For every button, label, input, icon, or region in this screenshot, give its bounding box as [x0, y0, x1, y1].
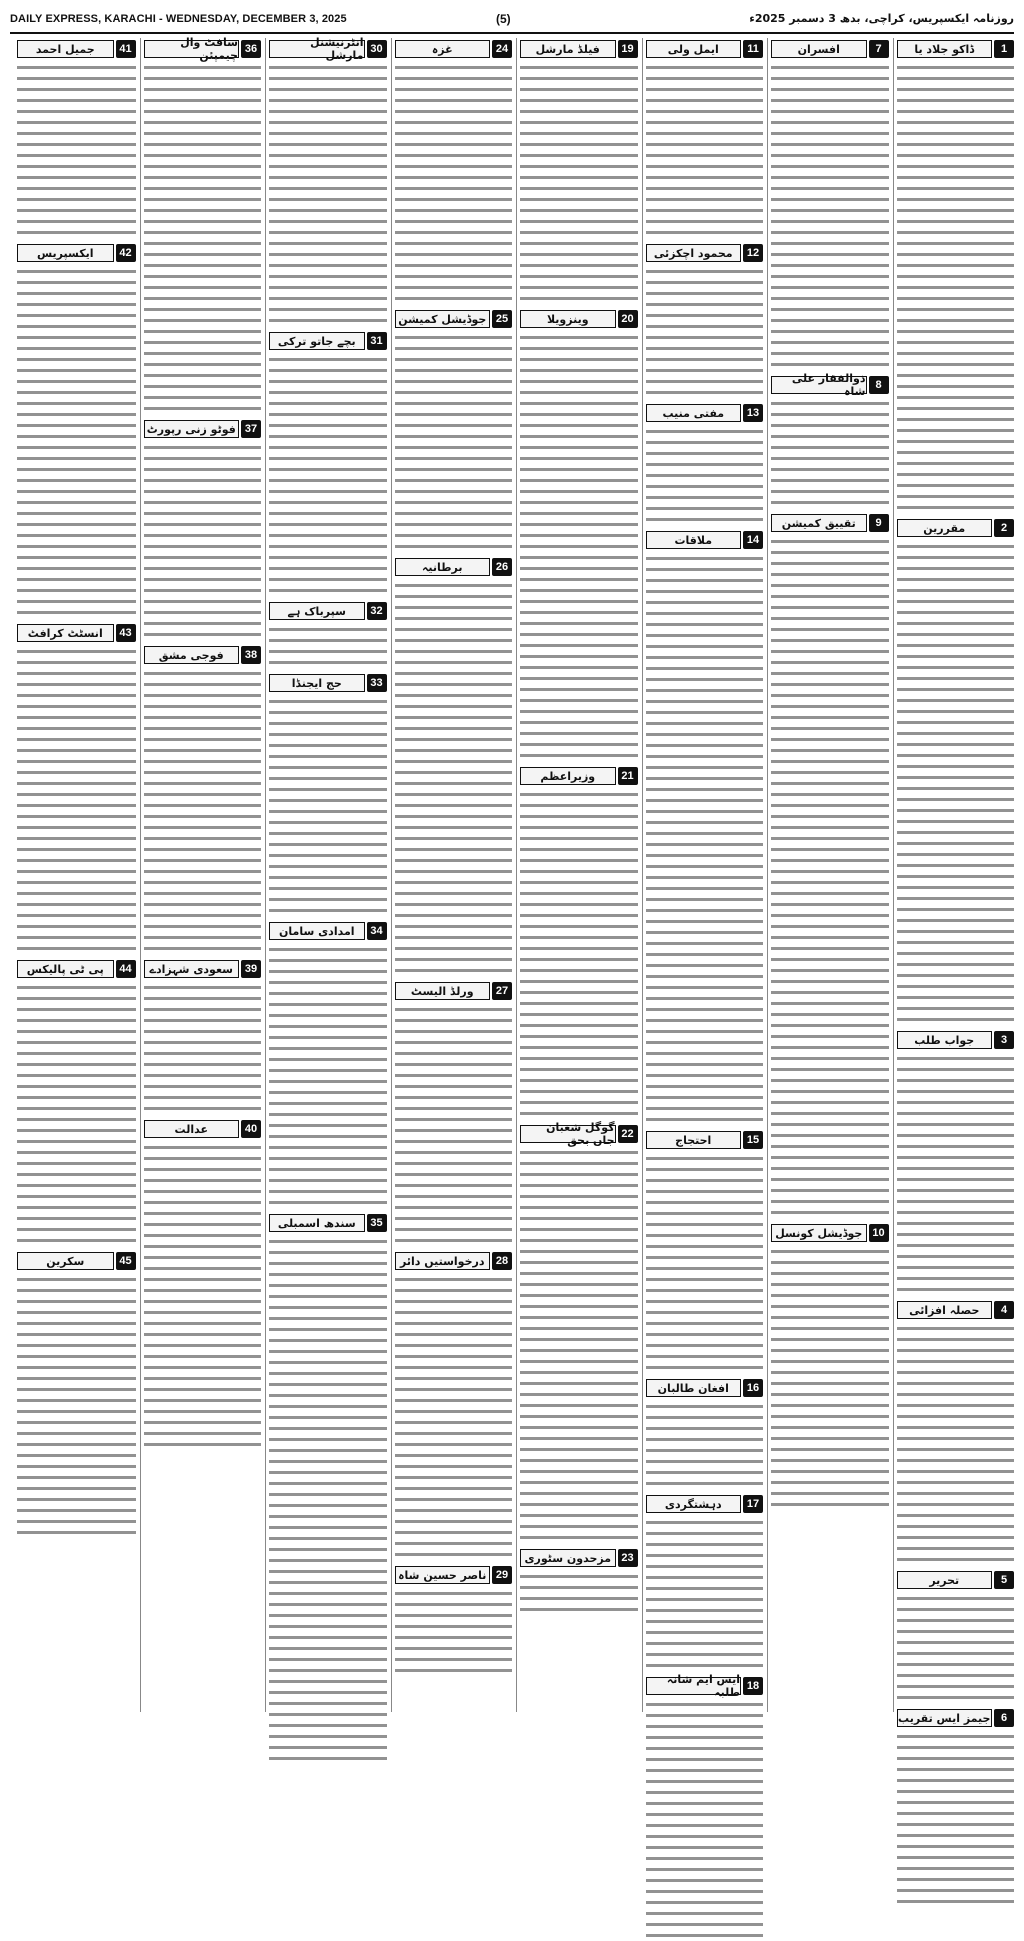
news-column — [642, 38, 764, 1712]
news-item-title: حج ایجنڈا — [269, 674, 365, 692]
page-number: (5) — [496, 12, 511, 26]
news-item-body — [771, 1246, 889, 1510]
news-item — [269, 332, 387, 596]
news-item-number: 32 — [367, 602, 387, 620]
news-item-header — [520, 1121, 638, 1147]
news-item-number: 40 — [241, 1120, 261, 1138]
news-item-number: 25 — [492, 310, 512, 328]
news-item-number: 26 — [492, 558, 512, 576]
news-item-number: 31 — [367, 332, 387, 350]
news-item — [395, 310, 513, 552]
news-item-header — [395, 40, 513, 58]
news-item-header — [269, 674, 387, 692]
news-item-title: مزحدون سٹوری — [520, 1549, 616, 1567]
news-item-number: 37 — [241, 420, 261, 438]
news-item-number: 6 — [994, 1709, 1014, 1727]
news-item-number: 42 — [116, 244, 136, 262]
news-item-title: جواب طلب — [897, 1031, 993, 1049]
news-item-body — [144, 668, 262, 954]
news-item-number: 9 — [869, 514, 889, 532]
news-item — [144, 1120, 262, 1450]
news-item-number: 34 — [367, 922, 387, 940]
news-item-title: وزیراعظم — [520, 767, 616, 785]
news-item — [897, 1709, 1015, 1907]
news-item — [646, 531, 764, 1125]
news-item — [395, 982, 513, 1246]
news-column — [265, 38, 387, 1712]
news-item-title: سکرین — [17, 1252, 114, 1270]
news-item-header — [646, 531, 764, 549]
newspaper-page — [10, 8, 1014, 1725]
masthead-urdu-dateline: روزنامہ ایکسپریس، کراچی، بدھ 3 دسمبر 2025ء — [749, 12, 1014, 25]
news-item-title: حصلہ افزائی — [897, 1301, 993, 1319]
news-column — [767, 38, 889, 1712]
news-item-body — [17, 1274, 136, 1538]
news-item-number: 19 — [618, 40, 638, 58]
news-item — [520, 310, 638, 761]
news-item-title: دہشتگردی — [646, 1495, 742, 1513]
news-item-header — [17, 960, 136, 978]
news-item — [269, 602, 387, 668]
news-item-number: 29 — [492, 1566, 512, 1584]
news-item-header — [395, 982, 513, 1000]
news-item-title: ورلڈ الیسٹ — [395, 982, 491, 1000]
news-item-header — [395, 1566, 513, 1584]
news-item-header — [269, 332, 387, 350]
news-item — [897, 40, 1015, 513]
news-item-header — [771, 514, 889, 532]
news-item — [646, 244, 764, 398]
news-item — [269, 36, 387, 326]
news-item-title: افغان طالبان — [646, 1379, 742, 1397]
news-item — [771, 1224, 889, 1510]
news-item — [269, 1214, 387, 1764]
news-item — [646, 1131, 764, 1373]
news-item-title: جوڈیشل کمیشن — [395, 310, 491, 328]
news-column — [893, 38, 1015, 1725]
news-item-body — [646, 1153, 764, 1373]
news-item — [395, 1566, 513, 1676]
news-item-body — [395, 1274, 513, 1560]
news-item-header — [17, 624, 136, 642]
news-item-body — [646, 1699, 764, 1941]
news-item-number: 18 — [743, 1677, 763, 1695]
news-item-title: ایمل ولی — [646, 40, 742, 58]
news-item-body — [269, 624, 387, 668]
news-item-number: 13 — [743, 404, 763, 422]
news-item-header — [646, 1131, 764, 1149]
news-item-number: 36 — [241, 40, 261, 58]
news-item-title: فوٹو زنی رپورٹ — [144, 420, 240, 438]
news-item — [646, 1379, 764, 1489]
news-column — [14, 38, 136, 1712]
news-item-header — [144, 36, 262, 62]
news-item-header — [897, 1031, 1015, 1049]
news-item-body — [17, 62, 136, 238]
news-item — [144, 646, 262, 954]
news-item — [144, 36, 262, 414]
news-item-title: محمود اچکزئی — [646, 244, 742, 262]
news-item — [17, 960, 136, 1246]
news-item-body — [144, 442, 262, 640]
news-item-body — [269, 354, 387, 596]
news-item-header — [771, 1224, 889, 1242]
news-item-body — [771, 398, 889, 508]
news-item-body — [520, 332, 638, 761]
news-item — [144, 420, 262, 640]
news-item-number: 21 — [618, 767, 638, 785]
news-item-number: 3 — [994, 1031, 1014, 1049]
news-item-number: 45 — [116, 1252, 136, 1270]
news-item — [771, 372, 889, 508]
news-item — [520, 40, 638, 304]
news-item-number: 30 — [367, 40, 387, 58]
news-item-header — [144, 960, 262, 978]
news-item-body — [144, 62, 262, 414]
news-item-title: غزہ — [395, 40, 491, 58]
news-item-body — [897, 1053, 1015, 1295]
columns-container — [10, 36, 1014, 1725]
news-item-title: ناصر حسین شاہ — [395, 1566, 491, 1584]
news-item-title: فوجی مشق — [144, 646, 240, 664]
news-item-title: انسٹٹ کرافٹ — [17, 624, 114, 642]
news-item-title: پی ٹی پالیکس — [17, 960, 114, 978]
news-item-number: 28 — [492, 1252, 512, 1270]
news-item — [269, 922, 387, 1208]
news-item — [520, 1121, 638, 1543]
news-item-body — [395, 580, 513, 976]
news-item-title: احتجاج — [646, 1131, 742, 1149]
news-item-body — [144, 982, 262, 1114]
news-item-header — [897, 1709, 1015, 1727]
news-item-number: 24 — [492, 40, 512, 58]
news-column — [516, 38, 638, 1712]
news-item-body — [17, 982, 136, 1246]
news-item-body — [520, 789, 638, 1119]
news-item-header — [897, 1571, 1015, 1589]
news-column — [140, 38, 262, 1712]
news-item-body — [646, 266, 764, 398]
news-item-header — [646, 1379, 764, 1397]
news-item-number: 23 — [618, 1549, 638, 1567]
news-item — [395, 1252, 513, 1560]
news-item-header — [17, 1252, 136, 1270]
news-item-number: 5 — [994, 1571, 1014, 1589]
news-item-number: 15 — [743, 1131, 763, 1149]
news-item-title: سپرباک ہے — [269, 602, 365, 620]
news-item-header — [269, 1214, 387, 1232]
news-item-title: عدالت — [144, 1120, 240, 1138]
news-item-number: 35 — [367, 1214, 387, 1232]
news-item-header — [646, 404, 764, 422]
news-item-header — [269, 602, 387, 620]
news-item-number: 27 — [492, 982, 512, 1000]
news-item — [897, 1571, 1015, 1703]
news-item-body — [897, 62, 1015, 513]
news-item-number: 16 — [743, 1379, 763, 1397]
news-item-title: افسران — [771, 40, 867, 58]
news-item-body — [646, 553, 764, 1125]
news-item-number: 7 — [869, 40, 889, 58]
news-item-number: 20 — [618, 310, 638, 328]
news-item — [17, 40, 136, 238]
news-item — [897, 519, 1015, 1025]
news-item-body — [646, 1517, 764, 1671]
news-item-header — [144, 420, 262, 438]
masthead — [10, 8, 1014, 34]
news-item — [646, 404, 764, 525]
news-item-body — [520, 1571, 638, 1615]
news-item-header — [144, 1120, 262, 1138]
news-item-header — [897, 1301, 1015, 1319]
news-item-body — [897, 1593, 1015, 1703]
news-item-title: انٹرنیشنل مارشل — [269, 40, 365, 58]
news-item-number: 17 — [743, 1495, 763, 1513]
news-item-body — [269, 696, 387, 916]
news-item-header — [897, 519, 1015, 537]
news-column — [391, 38, 513, 1712]
news-item-body — [897, 1323, 1015, 1565]
news-item-number: 12 — [743, 244, 763, 262]
news-item — [646, 1495, 764, 1671]
news-item-body — [144, 1142, 262, 1450]
news-item-body — [520, 62, 638, 304]
news-item-body — [520, 1147, 638, 1543]
news-item-number: 10 — [869, 1224, 889, 1242]
news-item-body — [897, 1731, 1015, 1907]
news-item-body — [17, 266, 136, 618]
news-item — [269, 674, 387, 916]
news-item — [646, 1673, 764, 1941]
masthead-english-dateline: DAILY EXPRESS, KARACHI - WEDNESDAY, DECEMBER 3, 2025 — [10, 13, 347, 25]
news-item-body — [771, 62, 889, 370]
news-item-title: ایس ایم شانہ طلبہ — [646, 1677, 742, 1695]
news-item-title: گوگل شعبان جاں بحق — [520, 1125, 616, 1143]
news-item-header — [771, 40, 889, 58]
news-item-title: وینزویلا — [520, 310, 616, 328]
news-item-title: ذوالفقار علی شاہ — [771, 376, 867, 394]
news-item-header — [17, 244, 136, 262]
news-item-number: 2 — [994, 519, 1014, 537]
news-item — [897, 1301, 1015, 1565]
news-item — [395, 558, 513, 976]
news-item-title: تقییق کمیشن — [771, 514, 867, 532]
news-item-title: سندھ اسمبلی — [269, 1214, 365, 1232]
news-item-number: 14 — [743, 531, 763, 549]
news-item — [144, 960, 262, 1114]
news-item — [520, 1549, 638, 1615]
news-item-body — [395, 1588, 513, 1676]
news-item-body — [395, 332, 513, 552]
news-item-title: جوڈیشل کونسل — [771, 1224, 867, 1242]
news-item-title: مفتی منیب — [646, 404, 742, 422]
news-item-number: 8 — [869, 376, 889, 394]
news-item-title: بچے جاتو ترکی — [269, 332, 365, 350]
news-item-title: سافٹ وال چیمپئن — [144, 40, 240, 58]
news-item — [897, 1031, 1015, 1295]
news-item-title: درخواستیں دائر — [395, 1252, 491, 1270]
news-item-title: فیلڈ مارشل — [520, 40, 616, 58]
news-item-body — [269, 1236, 387, 1764]
news-item-body — [269, 62, 387, 326]
news-item-header — [646, 1673, 764, 1699]
news-item-body — [395, 62, 513, 304]
news-item-header — [771, 372, 889, 398]
news-item-body — [17, 646, 136, 954]
news-item-header — [897, 40, 1015, 58]
news-item — [520, 767, 638, 1119]
news-item-header — [520, 767, 638, 785]
news-item-header — [520, 40, 638, 58]
news-item-number: 1 — [994, 40, 1014, 58]
news-item-header — [17, 40, 136, 58]
news-item-title: مقررین — [897, 519, 993, 537]
news-item-header — [395, 1252, 513, 1270]
news-item — [17, 624, 136, 954]
news-item — [771, 514, 889, 1218]
news-item-title: برطانیہ — [395, 558, 491, 576]
news-item-title: ایکسپریس — [17, 244, 114, 262]
news-item-number: 43 — [116, 624, 136, 642]
news-item-number: 38 — [241, 646, 261, 664]
news-item-body — [646, 426, 764, 525]
news-item-number: 39 — [241, 960, 261, 978]
news-item-header — [395, 310, 513, 328]
news-item-number: 33 — [367, 674, 387, 692]
news-item-body — [646, 1401, 764, 1489]
news-item — [771, 40, 889, 370]
news-item-header — [520, 310, 638, 328]
news-item-header — [269, 36, 387, 62]
news-item-title: ڈاکو جلاد یا — [897, 40, 993, 58]
news-item-body — [395, 1004, 513, 1246]
news-item-header — [646, 244, 764, 262]
news-item-body — [897, 541, 1015, 1025]
news-item-number: 11 — [743, 40, 763, 58]
news-item-header — [269, 922, 387, 940]
news-item-body — [771, 536, 889, 1218]
news-item-header — [646, 1495, 764, 1513]
news-item-title: امدادی سامان — [269, 922, 365, 940]
news-item-body — [269, 944, 387, 1208]
news-item-number: 41 — [116, 40, 136, 58]
news-item — [395, 40, 513, 304]
news-item-title: ملاقات — [646, 531, 742, 549]
news-item-title: سعودی شہزادے — [144, 960, 240, 978]
news-item-header — [646, 40, 764, 58]
news-item-number: 44 — [116, 960, 136, 978]
news-item-header — [144, 646, 262, 664]
news-item-body — [646, 62, 764, 238]
news-item-number: 4 — [994, 1301, 1014, 1319]
news-item-header — [395, 558, 513, 576]
news-item — [646, 40, 764, 238]
news-item-number: 22 — [618, 1125, 638, 1143]
news-item-header — [520, 1549, 638, 1567]
news-item — [17, 244, 136, 618]
news-item-title: تحریر — [897, 1571, 993, 1589]
news-item-title: جمیل احمد — [17, 40, 114, 58]
news-item-title: جیمز ایس تقریب — [897, 1709, 993, 1727]
news-item — [17, 1252, 136, 1538]
